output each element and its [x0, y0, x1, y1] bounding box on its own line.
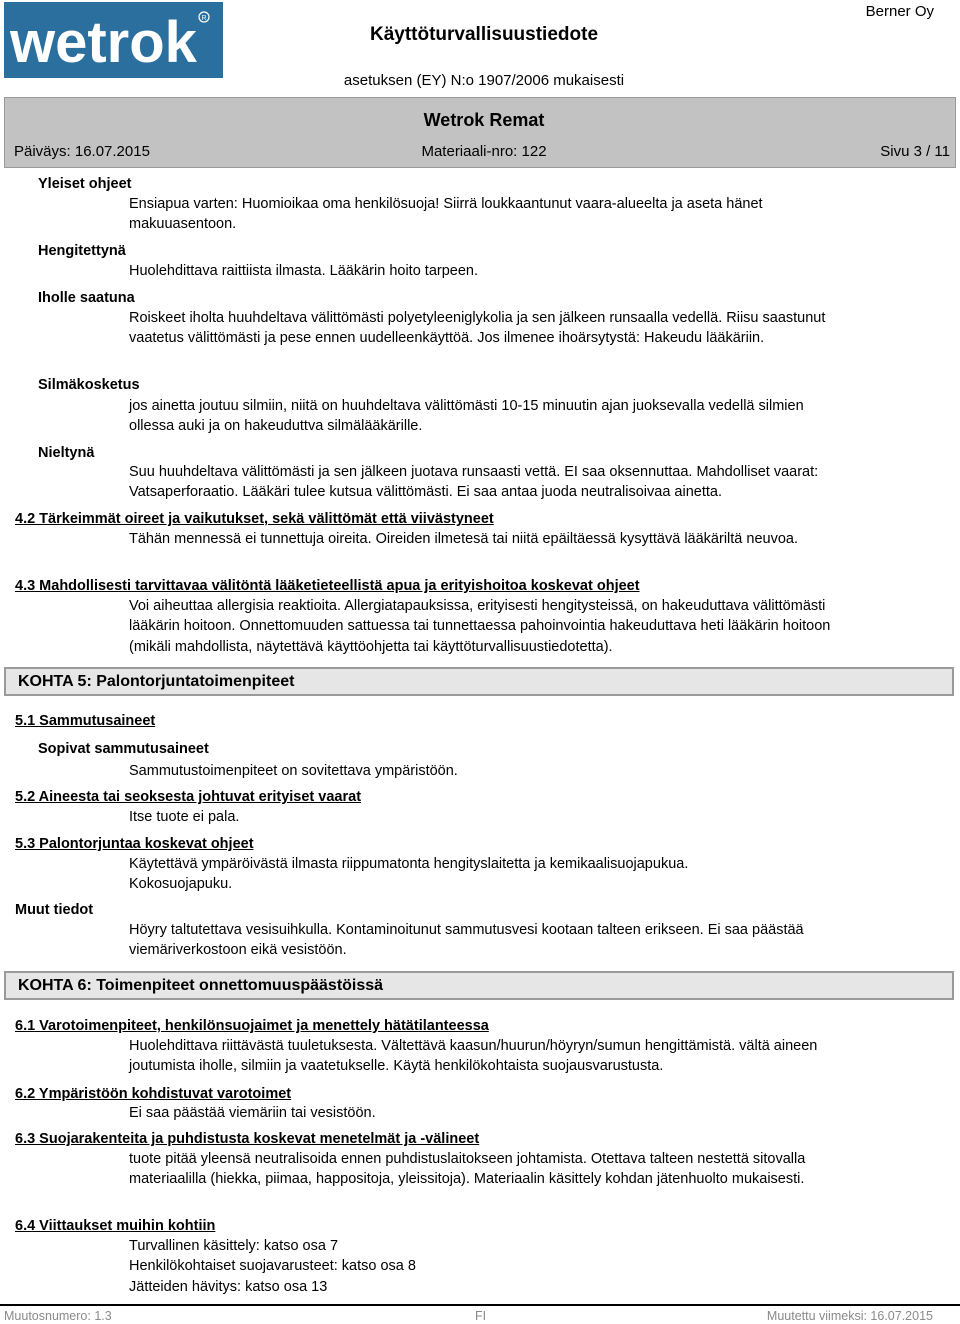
- section-6-title: KOHTA 6: Toimenpiteet onnettomuuspäästöissä: [18, 977, 384, 994]
- ingestion-text: Suu huuhdeltava välittömästi ja sen jälkeen juotava runsaasti vettä. EI saa oksennuttaa. Mahdolliset vaarat: Vatsaperforaatio. Lääkäri tulee kutsua välittömästi. Ei saa antaa juoda neutralisoivaa ainetta.: [129, 464, 819, 501]
- other-info-label: Muut tiedot: [15, 902, 94, 918]
- subsection-6-2-text: Ei saa päästää viemäriin tai vesistöön.: [129, 1105, 376, 1121]
- suitable-media-text: Sammutustoimenpiteet on sovitettava ympäristöön.: [129, 763, 458, 779]
- subsection-4-2-text: Tähän mennessä ei tunnettuja oireita. Oireiden ilmetesä tai niitä epäiltäessä kysyttävä lääkäriltä neuvoa.: [129, 531, 798, 547]
- skin-contact-text: Roiskeet iholta huuhdeltava välittömästi polyetyleeniglykolia ja sen jälkeen runsaalla vedellä. Riisu saastunut vaatetus välittömästi ja pese ennen uudelleenkäyttöä. Jos ilmenee ihoärsytystä: Hakeudu lääkäriin.: [129, 310, 826, 347]
- subsection-6-3-title: 6.3 Suojarakenteita ja puhdistusta koskevat menetelmät ja -välineet: [15, 1131, 480, 1147]
- inhalation-label: Hengitettynä: [38, 243, 126, 259]
- company-name: Berner Oy: [865, 3, 934, 20]
- subsection-6-4-title: 6.4 Viittaukset muihin kohtiin: [15, 1218, 216, 1234]
- subsection-6-1-title: 6.1 Varotoimenpiteet, henkilönsuojaimet ja menettely hätätilanteessa: [15, 1018, 489, 1034]
- revision-number: Muutosnumero: 1.3: [4, 1309, 112, 1323]
- subsection-5-3-title: 5.3 Palontorjuntaa koskevat ohjeet: [15, 836, 254, 852]
- skin-contact-label: Iholle saatuna: [38, 290, 135, 306]
- eye-contact-text: jos ainetta joutuu silmiin, niitä on huuhdeltava välittömästi 10-15 minuutin ajan juoksevalla vedellä silmien ollessa auki ja on hakeuduttva silmälääkärille.: [129, 398, 804, 435]
- eye-contact-label: Silmäkosketus: [38, 377, 140, 393]
- subsection-5-2-title: 5.2 Aineesta tai seoksesta johtuvat erityiset vaarat: [15, 789, 362, 805]
- subsection-5-1-title: 5.1 Sammutusaineet: [15, 713, 156, 729]
- footer-rule: [0, 1304, 960, 1306]
- cross-reference-line: Jätteiden hävitys: katso osa 13: [129, 1278, 328, 1295]
- regulation-line: asetuksen (EY) N:o 1907/2006 mukaisesti: [343, 72, 625, 89]
- other-info-text: Höyry taltutettava vesisuihkulla. Kontaminoitunut sammutusvesi kootaan talteen erikseen. Ei saa päästää viemäriverkostoon eikä vesistöön.: [129, 922, 804, 959]
- ingestion-label: Nieltynä: [38, 445, 95, 461]
- page-number: Sivu 3 / 11: [880, 143, 950, 160]
- subsection-4-3-title: 4.3 Mahdollisesti tarvittavaa välitöntä lääketieteellistä apua ja erityishoitoa koskevat ohjeet: [15, 578, 640, 594]
- date-line: Päiväys: 16.07.2015: [14, 143, 150, 160]
- product-name: Wetrok Remat: [423, 110, 545, 130]
- suitable-media-label: Sopivat sammutusaineet: [38, 741, 209, 757]
- cross-reference-line: Turvallinen käsittely: katso osa 7: [129, 1238, 339, 1254]
- cross-reference-line: Henkilökohtaiset suojavarusteet: katso osa 8: [129, 1258, 416, 1275]
- subsection-6-4-list: [129, 1236, 849, 1297]
- last-modified: Muutettu viimeksi: 16.07.2015: [766, 1309, 933, 1323]
- material-number: Materiaali-nro: 122: [421, 143, 547, 160]
- subsection-5-2-text: Itse tuote ei pala.: [129, 809, 240, 825]
- subsection-6-1-text: Huolehdittava riittävästä tuuletuksesta. Vältettävä kaasun/huurun/höyryn/sumun hengittämistä. vältä aineen joutumista iholle, silmiin ja vaatetukselle. Käytä henkilökohtaista suojausvarustusta.: [129, 1038, 818, 1075]
- subsection-6-3-text: tuote pitää yleensä neutralisoida ennen puhdistuslaitokseen johtamista. Otettava talteen nestettä sitovalla materiaalilla (hiekka, piimaa, happositoja, yleissitoja). Materiaalin käsittely kohdan jätenhuolto mukaisesti.: [129, 1151, 806, 1188]
- subsection-4-3-text: Voi aiheuttaa allergisia reaktioita. Allergiatapauksissa, erityisesti hengitysteissä, on hakeuduttava välittömästi lääkärin hoitoon. Onnettomuuden sattuessa tai tunnettaessa pahoinvointia hakeuduttava heti lääkärin hoitoon (mikäli mahdollista, näytettävä käyttöohjetta tai käyttöturvallisuustiedotetta).: [129, 598, 831, 655]
- logo-text: wetrok: [10, 10, 197, 75]
- subsection-4-2-title: 4.2 Tärkeimmät oireet ja vaikutukset, sekä välittömät että viivästyneet: [15, 511, 494, 527]
- general-advice-text: Ensiapua varten: Huomioikaa oma henkilösuoja! Siirrä loukkaantunut vaara-alueelta ja aseta hänet makuuasentoon.: [129, 196, 763, 233]
- subsection-5-3-text: Käytettävä ympäröivästä ilmasta riippumatonta hengityslaitetta ja kemikaalisuojapukua. Kokosuojapuku.: [129, 856, 689, 893]
- inhalation-text: Huolehdittava raittiista ilmasta. Lääkärin hoito tarpeen.: [129, 263, 478, 279]
- general-advice-label: Yleiset ohjeet: [38, 176, 132, 192]
- section-5-title: KOHTA 5: Palontorjuntatoimenpiteet: [18, 673, 295, 690]
- language-code: FI: [475, 1309, 487, 1323]
- svg-text:R: R: [201, 15, 207, 22]
- subsection-6-2-title: 6.2 Ympäristöön kohdistuvat varotoimet: [15, 1086, 292, 1102]
- document-title: Käyttöturvallisuustiedote: [369, 24, 599, 45]
